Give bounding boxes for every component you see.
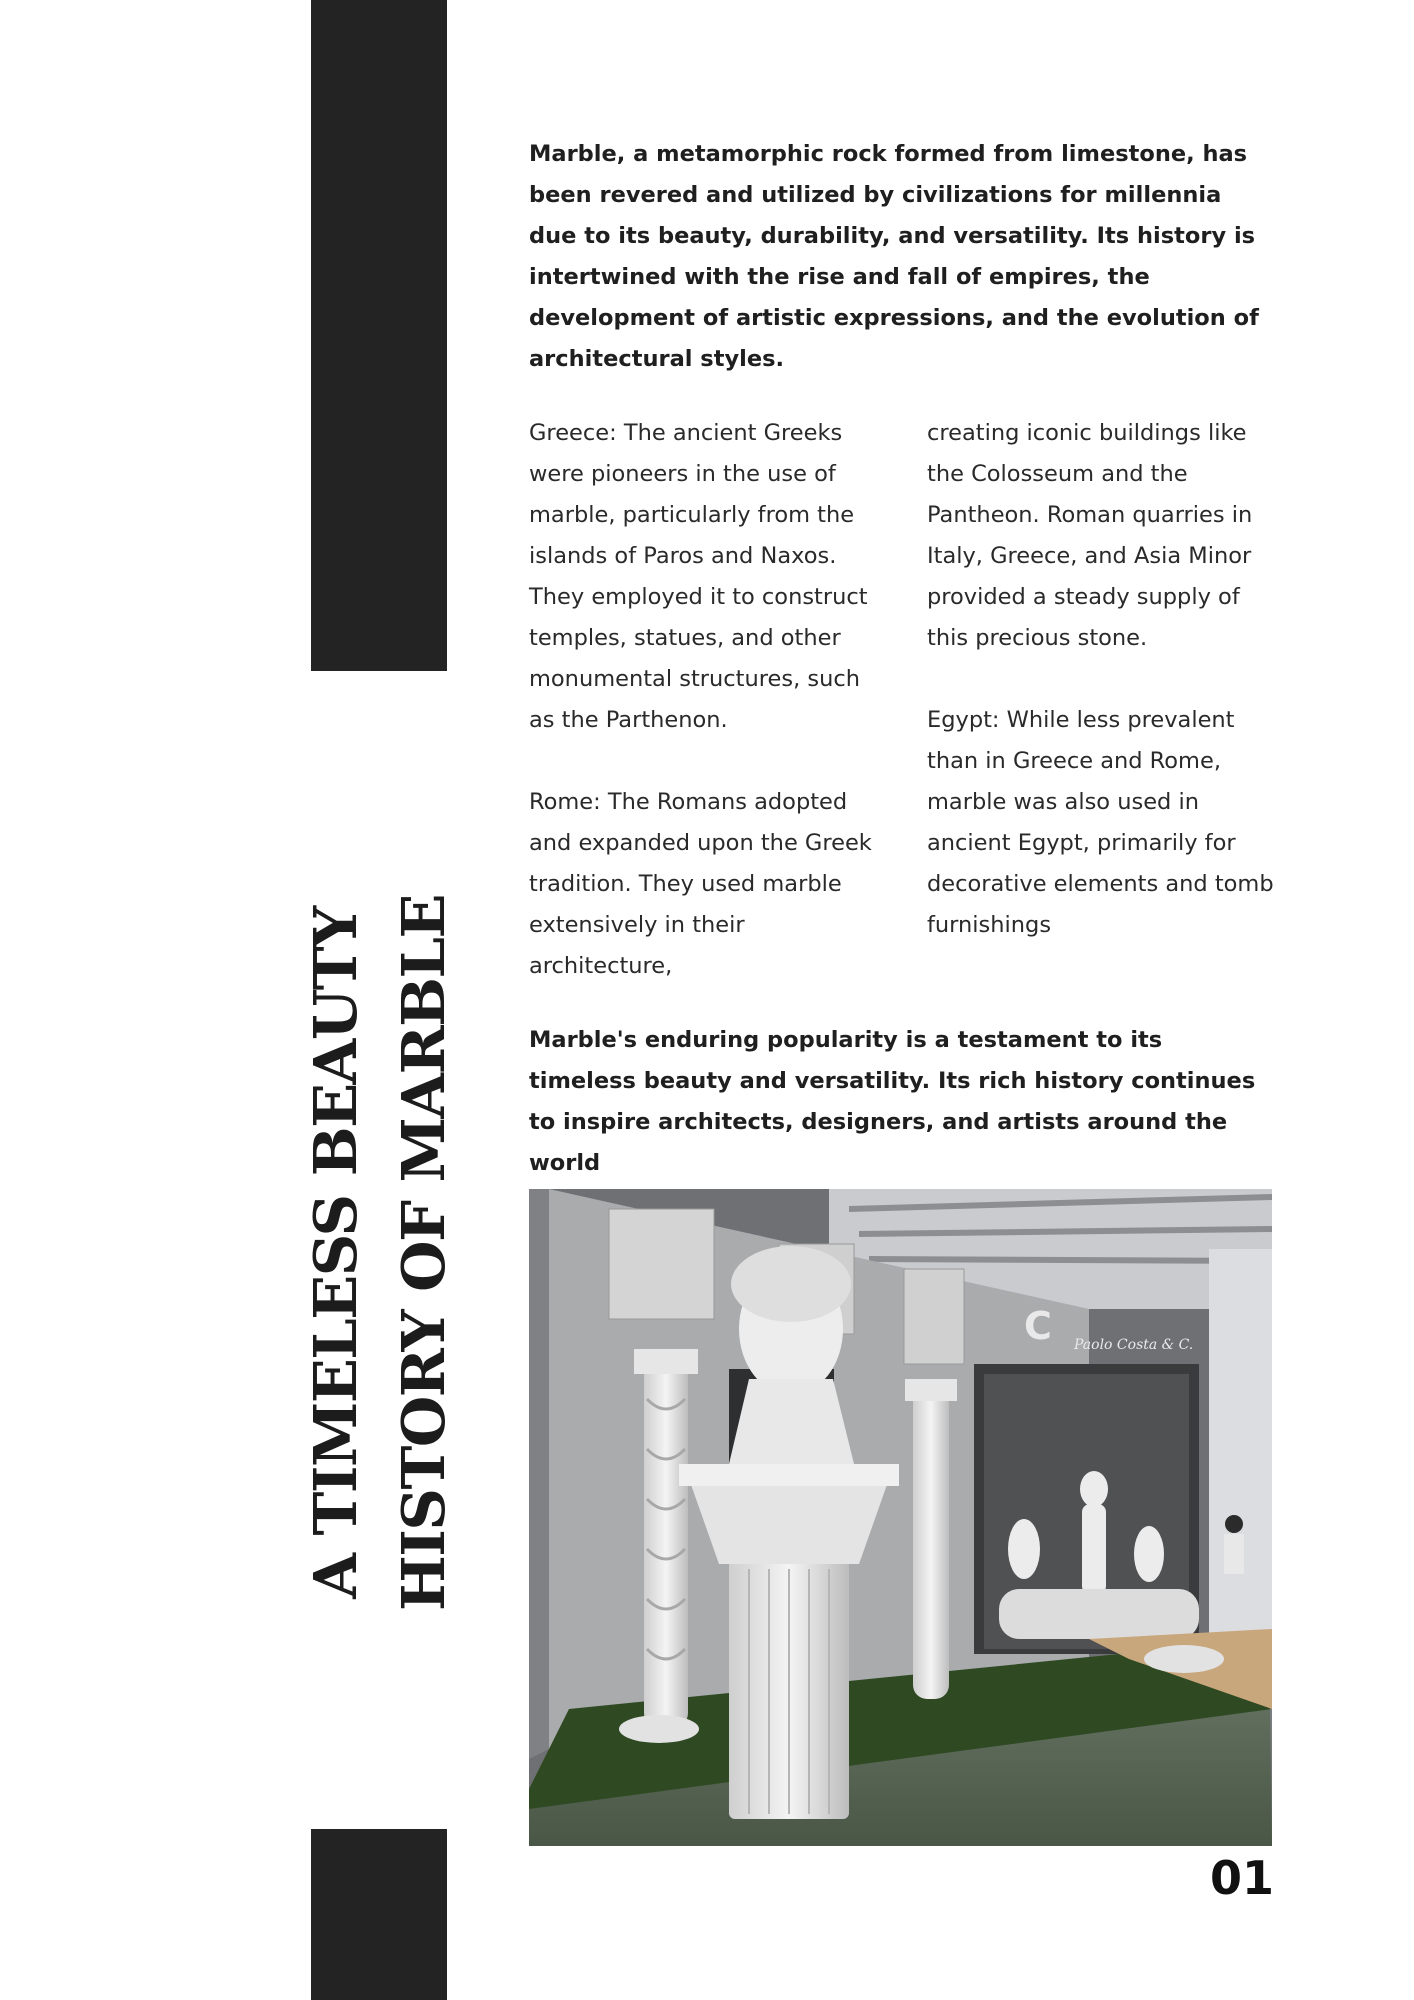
- rome-paragraph-part1: Rome: The Romans adopted and expanded upon the Greek tradition. They used marble extensively in their architecture,: [529, 789, 872, 979]
- intro-paragraph: Marble, a metamorphic rock formed from limestone, has been revered and utilized by civilizations for millennia due to its beauty, durability, and versatility. Its history is intertwined with the rise and fall of empires, the development of artistic expressions, and the evolution of architectural styles.: [529, 141, 1259, 372]
- title-line-2: HISTORY OF MARBLE: [389, 895, 459, 1611]
- egypt-paragraph: Egypt: While less prevalent than in Greece and Rome, marble was also used in ancient Egypt, primarily for decorative elements and tomb furnishings: [927, 707, 1274, 938]
- text-column-left: [529, 413, 889, 987]
- page-title: [290, 832, 470, 1674]
- svg-text:C: C: [1024, 1304, 1052, 1348]
- rome-paragraph-part2: creating iconic buildings like the Colosseum and the Pantheon. Roman quarries in Italy, Greece, and Asia Minor provided a steady supply of this precious stone.: [927, 420, 1253, 651]
- text-column-right: [927, 413, 1287, 946]
- booth-sign-text: Paolo Costa & C.: [1074, 1337, 1194, 1353]
- decorative-bar-bottom: [311, 1829, 447, 2000]
- closing-paragraph: Marble's enduring popularity is a testament to its timeless beauty and versatility. Its rich history continues to inspire architects, designers, and artists around the world: [529, 1027, 1256, 1176]
- page-number: 01: [1209, 1851, 1274, 1905]
- title-line-1: A TIMELESS BEAUTY: [301, 907, 371, 1599]
- decorative-bar-top: [311, 0, 447, 671]
- greece-paragraph: Greece: The ancient Greeks were pioneers in the use of marble, particularly from the islands of Paros and Naxos. They employed it to construct temples, statues, and other monumental structures, such as the Parthenon.: [529, 420, 868, 733]
- marble-exhibition-photo: [529, 1189, 1272, 1846]
